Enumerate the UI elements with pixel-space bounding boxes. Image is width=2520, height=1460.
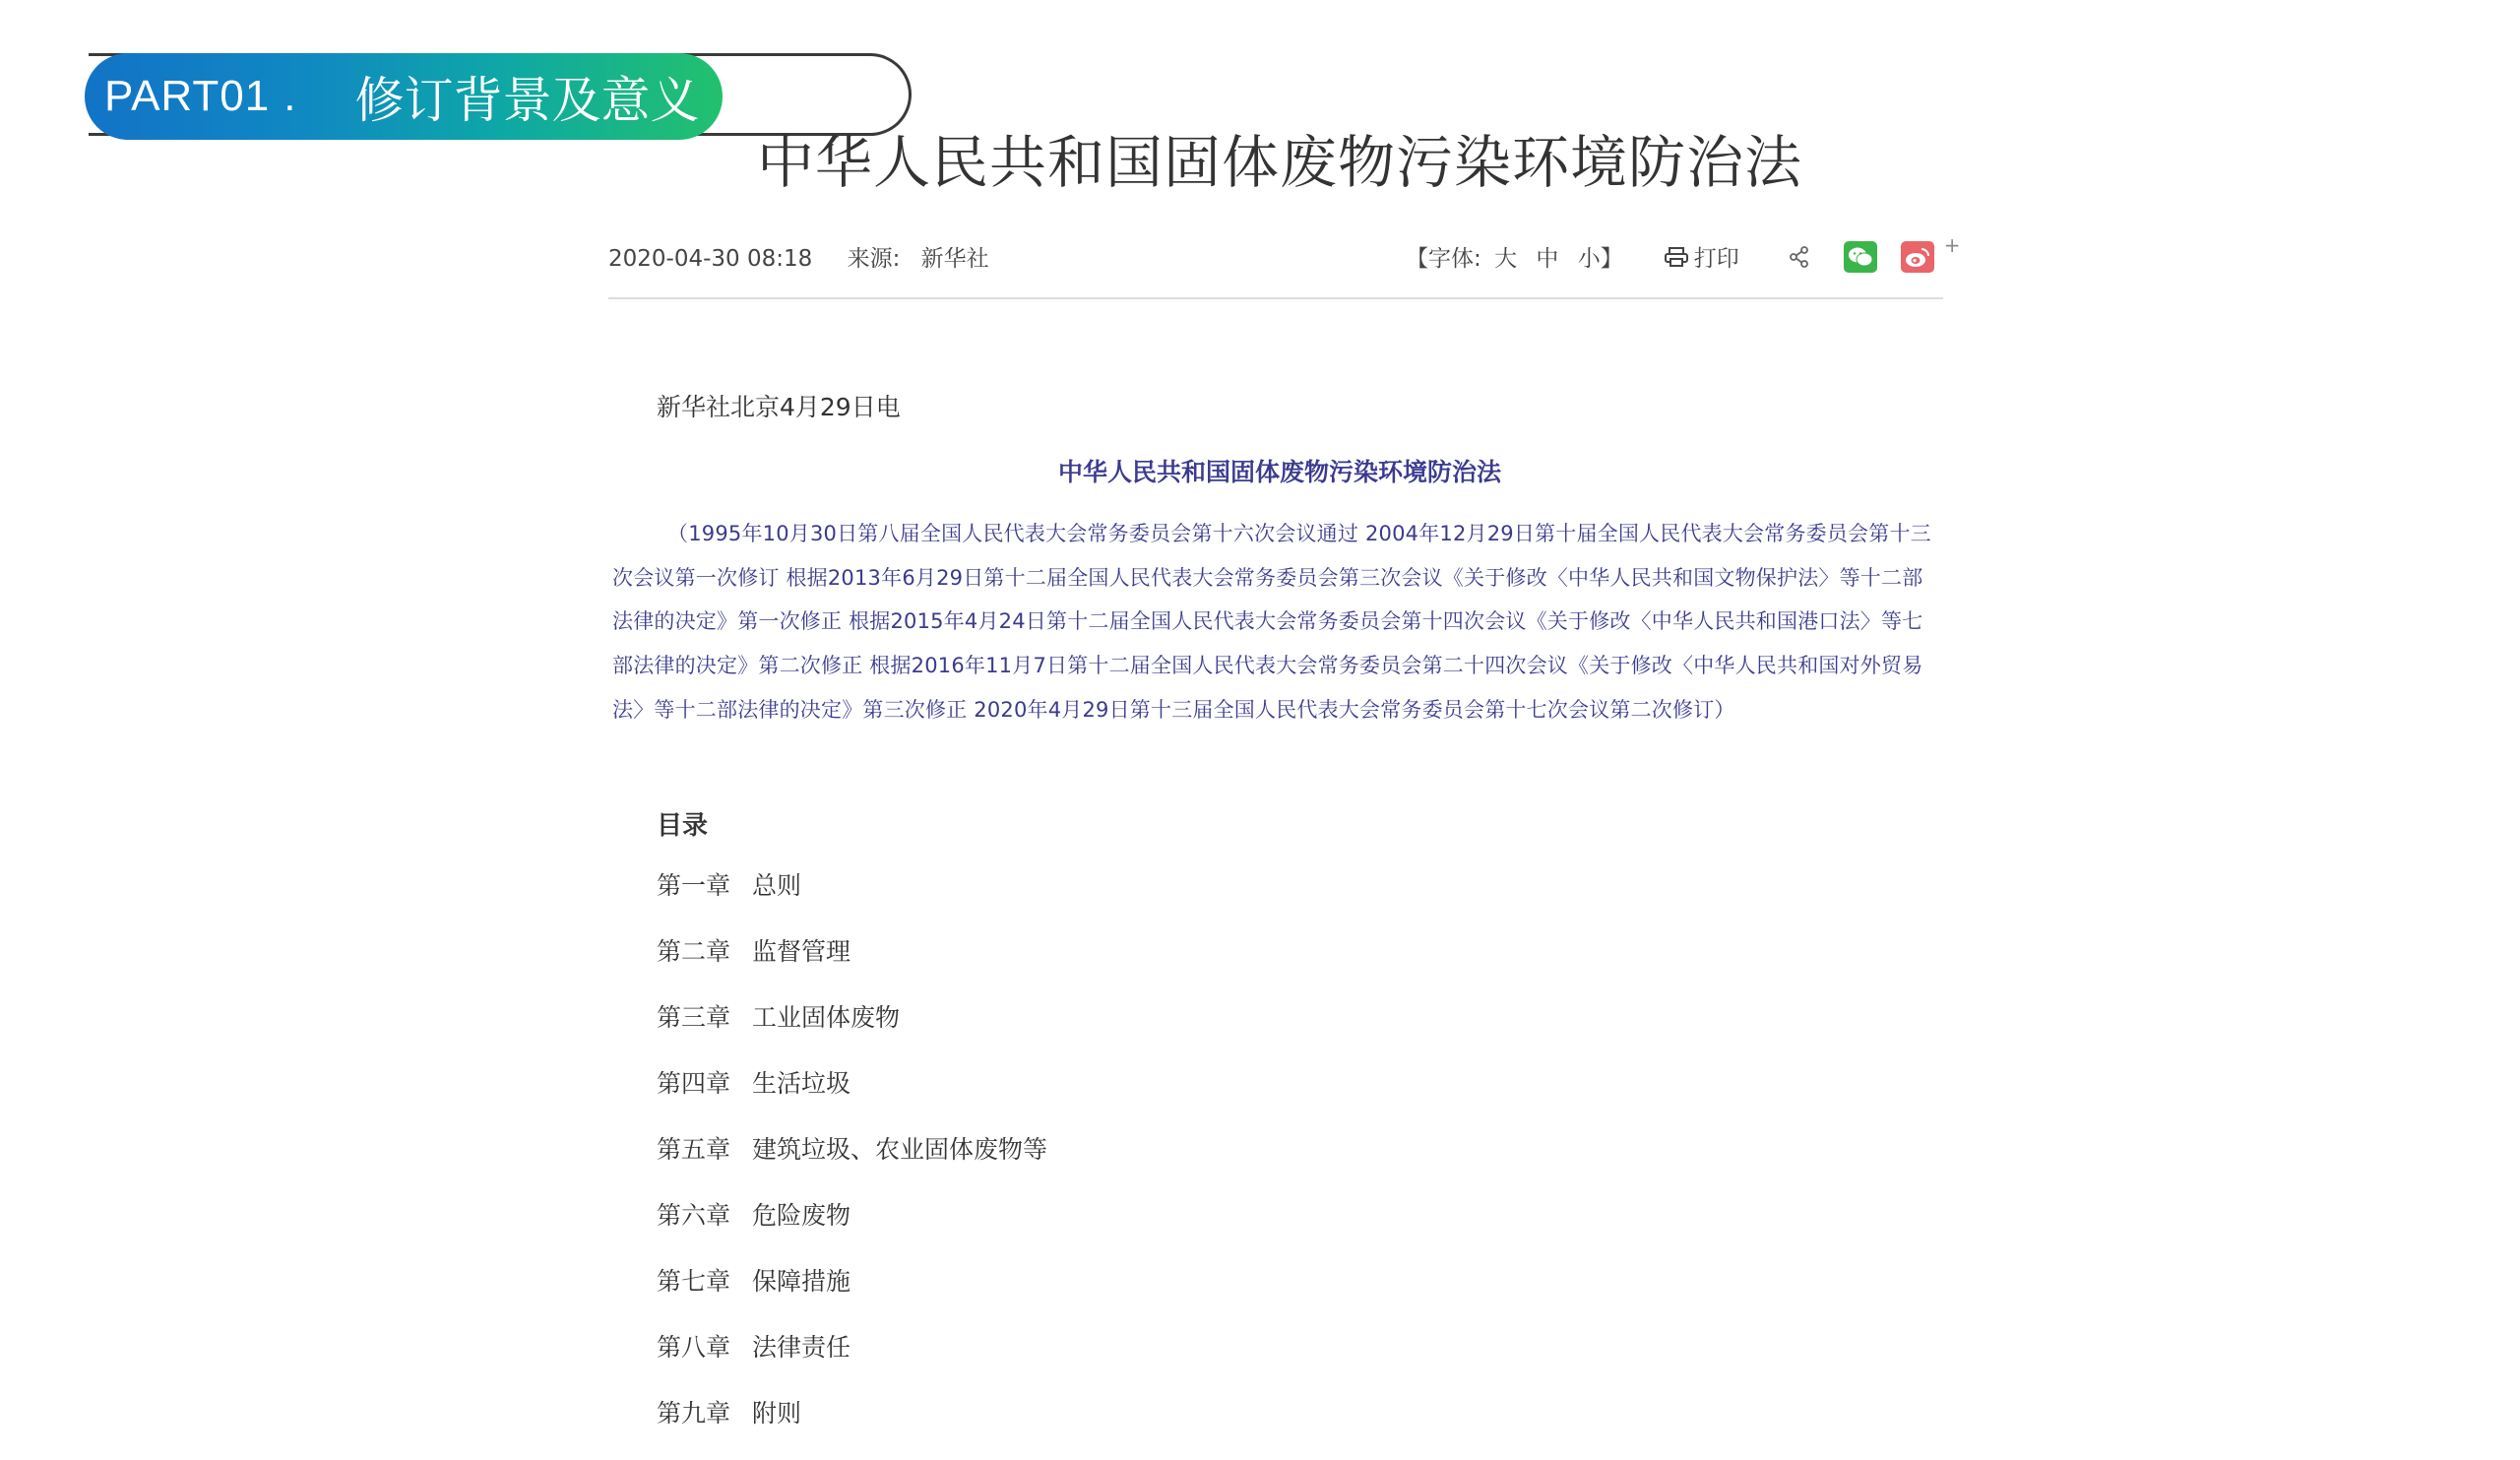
toc-chapter-name: 危险废物 bbox=[752, 1201, 851, 1230]
font-size-medium[interactable]: 中 bbox=[1536, 246, 1559, 272]
toc-item bbox=[657, 1328, 1047, 1394]
font-size-large[interactable]: 大 bbox=[1494, 246, 1518, 272]
toc-chapter: 第六章 bbox=[657, 1201, 731, 1230]
toc-item bbox=[657, 1196, 1047, 1262]
toc-item bbox=[657, 1262, 1047, 1328]
toc-item bbox=[657, 1064, 1047, 1130]
toc-chapter-name: 总则 bbox=[752, 871, 802, 900]
toc-chapter-name: 监督管理 bbox=[752, 937, 851, 966]
font-size-prefix: 【字体: bbox=[1406, 246, 1481, 272]
toc-chapter: 第七章 bbox=[657, 1267, 731, 1296]
part-separator: . bbox=[284, 72, 296, 120]
toc-chapter: 第一章 bbox=[657, 871, 731, 900]
table-of-contents bbox=[657, 866, 1047, 1460]
toc-chapter: 第四章 bbox=[657, 1069, 731, 1098]
dateline: 新华社北京4月29日电 bbox=[657, 393, 901, 421]
part-number: PART01 bbox=[104, 72, 271, 120]
publish-datetime: 2020-04-30 08:18 bbox=[608, 246, 813, 272]
toc-item bbox=[657, 998, 1047, 1064]
font-size-small[interactable]: 小】 bbox=[1577, 246, 1623, 272]
wechat-logo-icon bbox=[1848, 246, 1873, 268]
more-share-icon[interactable]: + bbox=[1943, 232, 1961, 257]
toc-item bbox=[657, 1394, 1047, 1460]
article-tools bbox=[1406, 232, 1961, 273]
wechat-share-icon[interactable] bbox=[1844, 241, 1877, 273]
print-label: 打印 bbox=[1693, 246, 1739, 272]
law-title: 中华人民共和国固体废物污染环境防治法 bbox=[1057, 458, 1501, 486]
toc-item bbox=[657, 932, 1047, 998]
print-button[interactable] bbox=[1665, 240, 1739, 273]
toc-chapter-name: 保障措施 bbox=[752, 1267, 851, 1296]
toc-chapter-name: 工业固体废物 bbox=[752, 1003, 901, 1032]
article-title: 中华人民共和国固体废物污染环境防治法 bbox=[756, 129, 1802, 196]
toc-item bbox=[657, 866, 1047, 932]
toc-chapter-name: 生活垃圾 bbox=[752, 1069, 851, 1098]
toc-chapter: 第五章 bbox=[657, 1135, 731, 1164]
weibo-logo-icon bbox=[1905, 246, 1930, 268]
source-name: 新华社 bbox=[920, 246, 989, 272]
source-label: 来源: bbox=[847, 246, 901, 272]
revision-history: （1995年10月30日第八届全国人民代表大会常务委员会第十六次会议通过 2004年12月29日第十届全国人民代表大会常务委员会第十三次会议第一次修订 根据2013年6月29日第十二届全国人民代表大会常务委员会第三次会议《关于修改〈中华人民共和国文物保护法〉等十二部法律的决定》第一次修正 根据2015年4月24日第十二届全国人民代表大会常务委员会第十四次会议《关于修改〈中华人民共和国港口法〉等七部法律的决定》第二次修正 根据2016年11月7日第十二届全国人民代表大会常务委员会第二十四次会议《关于修改〈中华人民共和国对外贸易法〉等十二部法律的决定》第三次修正 2020年4月29日第十三届全国人民代表大会常务委员会第十七次会议第二次修订） bbox=[612, 522, 1931, 722]
printer-icon bbox=[1665, 247, 1688, 267]
toc-chapter: 第九章 bbox=[657, 1399, 731, 1428]
toc-chapter: 第三章 bbox=[657, 1003, 731, 1032]
share-icon[interactable] bbox=[1789, 246, 1810, 268]
weibo-share-icon[interactable] bbox=[1901, 241, 1934, 273]
toc-heading: 目录 bbox=[657, 811, 709, 841]
toc-chapter-name: 法律责任 bbox=[752, 1333, 851, 1362]
toc-chapter-name: 建筑垃圾、农业固体废物等 bbox=[752, 1135, 1048, 1164]
section-title: 修订背景及意义 bbox=[354, 72, 700, 129]
toc-chapter-name: 附则 bbox=[752, 1399, 802, 1428]
toc-chapter: 第二章 bbox=[657, 937, 731, 966]
article-meta bbox=[608, 240, 1017, 273]
toc-item bbox=[657, 1130, 1047, 1196]
header-divider bbox=[608, 297, 1943, 299]
font-size-control bbox=[1406, 240, 1629, 273]
toc-chapter: 第八章 bbox=[657, 1333, 731, 1362]
